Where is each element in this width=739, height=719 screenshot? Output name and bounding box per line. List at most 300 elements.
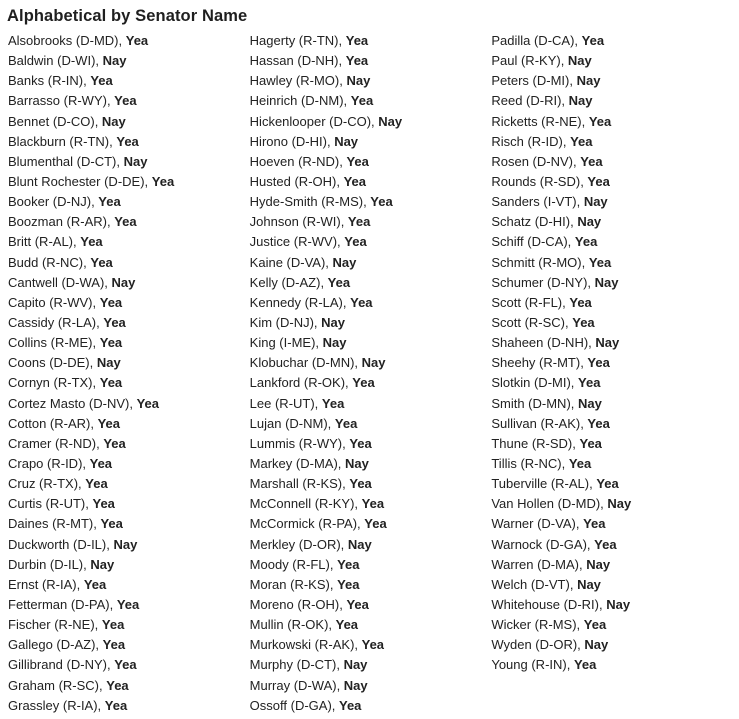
senator-name: Collins (R-ME), [8, 335, 100, 351]
vote-value: Yea [345, 53, 369, 69]
vote-value: Yea [583, 516, 606, 532]
senator-name: King (I-ME), [249, 335, 323, 351]
vote-value: Yea [361, 496, 385, 512]
senator-vote-item [250, 555, 492, 575]
vote-value: Yea [349, 435, 372, 451]
vote-value: Nay [607, 496, 632, 512]
senator-name: Hassan (D-NH), [249, 53, 346, 69]
senator-vote-item [250, 615, 492, 635]
senator-vote-item [8, 454, 250, 474]
senator-name: Hickenlooper (D-CO), [249, 113, 379, 129]
senator-name: Cramer (R-ND), [8, 435, 104, 451]
senator-column-3 [491, 31, 733, 716]
senator-vote-item [491, 71, 733, 91]
senator-name: Kelly (D-AZ), [249, 274, 328, 290]
vote-value: Nay [345, 455, 369, 471]
senator-vote-item [491, 212, 733, 232]
senator-name: Grassley (R-IA), [8, 697, 105, 713]
senator-vote-item [8, 192, 250, 212]
senator-vote-item [8, 414, 250, 434]
senator-vote-item [8, 696, 250, 716]
vote-value: Yea [103, 435, 126, 451]
senator-vote-item [8, 635, 250, 655]
senator-vote-item [8, 91, 250, 111]
senator-vote-item [250, 373, 492, 393]
senator-name: Klobuchar (D-MN), [249, 355, 362, 371]
senator-name: Hyde-Smith (R-MS), [249, 194, 371, 210]
vote-value: Nay [334, 133, 359, 149]
senator-vote-item [491, 655, 733, 675]
senator-name: Lee (R-UT), [249, 395, 322, 411]
senator-vote-item [491, 414, 733, 434]
vote-value: Yea [346, 153, 369, 169]
senator-vote-item [250, 494, 492, 514]
vote-value: Nay [583, 194, 608, 210]
senator-name: Tillis (R-NC), [491, 455, 569, 471]
vote-value: Yea [587, 355, 610, 371]
senator-vote-item [8, 676, 250, 696]
vote-value: Yea [344, 234, 367, 250]
senator-name: Graham (R-SC), [8, 677, 107, 693]
vote-value: Yea [568, 455, 592, 471]
vote-value: Yea [352, 375, 375, 391]
senator-vote-item [491, 152, 733, 172]
senator-vote-item [8, 152, 250, 172]
senator-vote-item [491, 293, 733, 313]
senator-name: Kennedy (R-LA), [249, 294, 351, 310]
senator-vote-item [250, 535, 492, 555]
vote-value: Nay [321, 314, 346, 330]
vote-value: Nay [347, 536, 372, 552]
senator-vote-item [250, 273, 492, 293]
senator-name: Welch (D-VT), [491, 576, 578, 592]
senator-vote-item [8, 71, 250, 91]
senator-name: Blunt Rochester (D-DE), [8, 173, 152, 189]
vote-value: Yea [364, 516, 387, 532]
senator-name: Markey (D-MA), [249, 455, 346, 471]
senator-vote-item [250, 434, 492, 454]
vote-value: Yea [579, 435, 602, 451]
vote-value: Yea [103, 314, 126, 330]
senator-name: Wyden (D-OR), [491, 637, 585, 653]
vote-value: Yea [99, 335, 123, 351]
vote-value: Yea [89, 455, 113, 471]
senator-name: Merkley (D-OR), [249, 536, 348, 552]
senator-name: Sullivan (R-AK), [491, 415, 588, 431]
vote-value: Yea [92, 496, 115, 512]
senator-columns [8, 31, 733, 716]
senator-vote-item [250, 232, 492, 252]
vote-value: Yea [136, 395, 159, 411]
senator-name: Warren (D-MA), [491, 556, 587, 572]
senator-vote-item [491, 232, 733, 252]
vote-value: Yea [587, 173, 610, 189]
vote-value: Yea [106, 677, 129, 693]
vote-value: Yea [573, 657, 597, 673]
senator-vote-item [8, 212, 250, 232]
vote-value: Yea [361, 637, 385, 653]
senator-name: Murray (D-WA), [249, 677, 344, 693]
senator-name: Durbin (D-IL), [8, 556, 91, 572]
senator-name: Blackburn (R-TN), [8, 133, 117, 149]
senator-name: Schmitt (R-MO), [491, 254, 589, 270]
vote-value: Yea [83, 576, 107, 592]
senator-name: Young (R-IN), [491, 657, 574, 673]
senator-vote-item [491, 273, 733, 293]
senator-vote-item [250, 414, 492, 434]
vote-value: Nay [111, 274, 136, 290]
senator-vote-item [8, 232, 250, 252]
senator-name: Johnson (R-WI), [249, 214, 348, 230]
senator-name: Cornyn (R-TX), [8, 375, 100, 391]
senator-vote-item [491, 373, 733, 393]
vote-value: Nay [378, 113, 403, 129]
senator-vote-item [8, 555, 250, 575]
vote-value: Nay [346, 73, 371, 89]
senator-vote-item [491, 514, 733, 534]
vote-value: Yea [99, 294, 123, 310]
senator-name: Kim (D-NJ), [249, 314, 322, 330]
senator-name: Scott (R-SC), [491, 314, 573, 330]
senator-name: Heinrich (D-NM), [249, 93, 351, 109]
senator-name: Tuberville (R-AL), [491, 476, 597, 492]
senator-name: Fetterman (D-PA), [8, 596, 117, 612]
senator-name: Murphy (D-CT), [249, 657, 344, 673]
vote-value: Yea [101, 617, 125, 633]
vote-value: Yea [578, 375, 601, 391]
senator-name: Ernst (R-IA), [8, 576, 84, 592]
senator-name: Gillibrand (D-NY), [8, 657, 115, 673]
senator-name: Schatz (D-HI), [491, 214, 578, 230]
vote-value: Yea [349, 476, 372, 492]
senator-vote-item [491, 494, 733, 514]
senator-name: Budd (R-NC), [8, 254, 91, 270]
senator-vote-item [491, 595, 733, 615]
senator-vote-item [250, 253, 492, 273]
senator-name: Rosen (D-NV), [491, 153, 581, 169]
senator-vote-item [491, 535, 733, 555]
vote-value: Yea [90, 254, 113, 270]
senator-vote-item [250, 595, 492, 615]
vote-value: Yea [337, 556, 360, 572]
senator-name: Schiff (D-CA), [491, 234, 575, 250]
senator-vote-item [8, 333, 250, 353]
vote-value: Yea [581, 33, 605, 48]
senator-vote-item [8, 132, 250, 152]
vote-value: Yea [569, 294, 592, 310]
senator-vote-item [250, 152, 492, 172]
vote-value: Yea [594, 536, 617, 552]
vote-value: Nay [586, 556, 611, 572]
vote-value: Yea [85, 476, 108, 492]
vote-value: Nay [577, 576, 601, 592]
senator-name: Banks (R-IN), [8, 73, 91, 89]
senator-vote-item [491, 172, 733, 192]
senator-vote-item [250, 91, 492, 111]
vote-value: Yea [343, 173, 366, 189]
senator-name: Murkowski (R-AK), [249, 637, 362, 653]
vote-value: Nay [322, 335, 347, 351]
senator-vote-item [250, 655, 492, 675]
senator-name: Cortez Masto (D-NV), [8, 395, 137, 411]
senator-column-1 [8, 31, 250, 716]
senator-vote-item [491, 394, 733, 414]
senator-vote-item [8, 535, 250, 555]
vote-value: Yea [327, 274, 351, 290]
senator-name: Cotton (R-AR), [8, 415, 98, 431]
senator-vote-item [491, 454, 733, 474]
vote-value: Yea [350, 93, 374, 109]
senator-name: Smith (D-MN), [491, 395, 579, 411]
senator-name: Fischer (R-NE), [8, 617, 102, 633]
senator-name: Risch (R-ID), [491, 133, 571, 149]
senator-vote-item [250, 514, 492, 534]
senator-name: Mullin (R-OK), [249, 617, 336, 633]
senator-vote-item [250, 172, 492, 192]
senator-vote-item [250, 635, 492, 655]
vote-value: Yea [98, 194, 121, 210]
senator-name: Moody (R-FL), [249, 556, 338, 572]
senator-name: Moran (R-KS), [249, 576, 338, 592]
senator-name: McCormick (R-PA), [249, 516, 365, 532]
senator-name: Husted (R-OH), [249, 173, 344, 189]
senator-name: Gallego (D-AZ), [8, 637, 103, 653]
vote-value: Yea [347, 214, 371, 230]
senator-vote-item [250, 112, 492, 132]
senator-vote-item [491, 615, 733, 635]
senator-vote-item [491, 635, 733, 655]
senator-vote-item [250, 353, 492, 373]
senator-vote-item [491, 434, 733, 454]
senator-name: Daines (R-MT), [8, 516, 101, 532]
senator-name: Booker (D-NJ), [8, 194, 99, 210]
vote-value: Yea [114, 657, 137, 673]
senator-vote-item [491, 112, 733, 132]
vote-value: Yea [334, 415, 358, 431]
senator-name: Padilla (D-CA), [491, 33, 582, 48]
senator-name: Scott (R-FL), [491, 294, 570, 310]
senator-name: Alsobrooks (D-MD), [8, 33, 126, 48]
senator-vote-item [491, 253, 733, 273]
senator-name: Barrasso (R-WY), [8, 93, 115, 109]
senator-vote-item [8, 575, 250, 595]
senator-name: Kaine (D-VA), [249, 254, 333, 270]
senator-name: Lujan (D-NM), [249, 415, 335, 431]
senator-name: Lummis (R-WY), [249, 435, 350, 451]
senator-name: Curtis (R-UT), [8, 496, 93, 512]
senator-name: Boozman (R-AR), [8, 214, 115, 230]
senator-name: Duckworth (D-IL), [8, 536, 114, 552]
vote-value: Nay [123, 153, 148, 169]
vote-value: Nay [568, 93, 593, 109]
vote-value: Yea [104, 697, 128, 713]
senator-name: Paul (R-KY), [491, 53, 568, 69]
senator-vote-item [250, 132, 492, 152]
senator-vote-item [491, 555, 733, 575]
vote-value: Nay [90, 556, 115, 572]
senator-name: Coons (D-DE), [8, 355, 97, 371]
senator-name: Sheehy (R-MT), [491, 355, 588, 371]
vote-value: Nay [113, 536, 138, 552]
vote-value: Yea [116, 596, 140, 612]
page-title: Alphabetical by Senator Name [7, 7, 248, 25]
vote-value: Yea [100, 516, 123, 532]
senator-name: Schumer (D-NY), [491, 274, 595, 290]
vote-value: Nay [102, 53, 127, 69]
vote-value: Yea [370, 194, 393, 210]
senator-vote-item [250, 394, 492, 414]
senator-vote-item [8, 172, 250, 192]
vote-value: Yea [339, 697, 362, 713]
senator-name: Lankford (R-OK), [249, 375, 353, 391]
senator-vote-item [8, 655, 250, 675]
senator-vote-item [8, 494, 250, 514]
senator-vote-item [8, 373, 250, 393]
senator-vote-item [491, 313, 733, 333]
senator-vote-item [8, 273, 250, 293]
senator-vote-item [250, 676, 492, 696]
vote-value: Nay [584, 637, 609, 653]
vote-value: Nay [96, 355, 121, 371]
senator-vote-item [8, 112, 250, 132]
vote-value: Yea [588, 254, 612, 270]
vote-value: Yea [321, 395, 345, 411]
vote-value: Yea [125, 33, 149, 48]
vote-value: Yea [588, 113, 612, 129]
vote-value: Nay [343, 657, 368, 673]
senator-vote-item [250, 474, 492, 494]
vote-value: Nay [595, 335, 620, 351]
vote-value: Yea [102, 637, 126, 653]
senator-name: Reed (D-RI), [491, 93, 569, 109]
senator-column-2 [250, 31, 492, 716]
senator-name: Slotkin (D-MI), [491, 375, 579, 391]
vote-value: Nay [606, 596, 631, 612]
senator-name: Blumenthal (D-CT), [8, 153, 124, 169]
senator-name: Crapo (R-ID), [8, 455, 90, 471]
senator-vote-item [8, 394, 250, 414]
senator-name: Warner (D-VA), [491, 516, 584, 532]
senator-name: Hoeven (R-ND), [249, 153, 347, 169]
senator-name: Hagerty (R-TN), [249, 33, 346, 48]
senator-vote-item [250, 31, 492, 51]
senator-vote-item [250, 192, 492, 212]
senator-name: Ricketts (R-NE), [491, 113, 589, 129]
senator-vote-item [250, 575, 492, 595]
senator-name: Moreno (R-OH), [249, 596, 347, 612]
senator-name: Warnock (D-GA), [491, 536, 595, 552]
senator-name: Sanders (I-VT), [491, 194, 584, 210]
vote-value: Yea [80, 234, 103, 250]
senator-vote-item [8, 474, 250, 494]
vote-value: Nay [101, 113, 126, 129]
senator-vote-item [8, 434, 250, 454]
vote-value: Yea [114, 214, 137, 230]
vote-value: Yea [116, 133, 139, 149]
senator-name: Shaheen (D-NH), [491, 335, 596, 351]
senator-vote-item [250, 293, 492, 313]
senator-name: McConnell (R-KY), [249, 496, 362, 512]
vote-value: Yea [97, 415, 120, 431]
senator-vote-item [491, 91, 733, 111]
vote-value: Nay [332, 254, 357, 270]
vote-value: Nay [577, 214, 602, 230]
senator-vote-item [8, 353, 250, 373]
senator-vote-item [8, 514, 250, 534]
senator-name: Cantwell (D-WA), [8, 274, 112, 290]
vote-value: Nay [343, 677, 368, 693]
senator-vote-item [491, 333, 733, 353]
vote-value: Yea [580, 153, 603, 169]
senator-vote-item [250, 454, 492, 474]
senator-vote-item [491, 353, 733, 373]
vote-value: Yea [587, 415, 610, 431]
senator-vote-item [8, 293, 250, 313]
senator-name: Whitehouse (D-RI), [491, 596, 607, 612]
vote-value: Yea [335, 617, 359, 633]
vote-value: Yea [151, 173, 175, 189]
senator-vote-item [8, 615, 250, 635]
senator-vote-item [491, 31, 733, 51]
senator-name: Capito (R-WV), [8, 294, 100, 310]
vote-value: Nay [576, 73, 601, 89]
vote-value: Yea [572, 314, 595, 330]
vote-value: Nay [567, 53, 592, 69]
senator-vote-item [8, 313, 250, 333]
vote-value: Yea [350, 294, 373, 310]
senator-vote-item [491, 575, 733, 595]
senator-name: Peters (D-MI), [491, 73, 577, 89]
vote-value: Nay [361, 355, 386, 371]
vote-value: Yea [90, 73, 113, 89]
senator-name: Baldwin (D-WI), [8, 53, 103, 69]
vote-value: Nay [594, 274, 619, 290]
vote-value: Yea [337, 576, 360, 592]
senator-vote-item [250, 212, 492, 232]
senator-vote-item [250, 696, 492, 716]
senator-name: Cassidy (R-LA), [8, 314, 104, 330]
senator-vote-item [8, 253, 250, 273]
vote-value: Yea [570, 133, 593, 149]
senator-name: Ossoff (D-GA), [249, 697, 339, 713]
senator-name: Cruz (R-TX), [8, 476, 86, 492]
senator-name: Rounds (R-SD), [491, 173, 588, 189]
senator-vote-item [8, 51, 250, 71]
senator-name: Britt (R-AL), [8, 234, 81, 250]
senator-vote-item [250, 333, 492, 353]
vote-value: Yea [114, 93, 137, 109]
senator-vote-item [491, 132, 733, 152]
vote-value: Yea [345, 33, 369, 48]
senator-vote-item [250, 71, 492, 91]
vote-value: Yea [574, 234, 598, 250]
vote-value: Yea [596, 476, 619, 492]
senator-name: Marshall (R-KS), [249, 476, 350, 492]
senator-vote-item [491, 192, 733, 212]
senator-vote-item [8, 31, 250, 51]
senator-name: Hawley (R-MO), [249, 73, 347, 89]
vote-value: Yea [583, 617, 607, 633]
senator-name: Hirono (D-HI), [249, 133, 335, 149]
vote-value: Yea [99, 375, 123, 391]
senator-name: Justice (R-WV), [249, 234, 345, 250]
senator-name: Wicker (R-MS), [491, 617, 584, 633]
vote-value: Nay [578, 395, 602, 411]
senator-vote-item [250, 51, 492, 71]
senator-name: Van Hollen (D-MD), [491, 496, 608, 512]
senator-vote-item [491, 474, 733, 494]
senator-vote-item [250, 313, 492, 333]
